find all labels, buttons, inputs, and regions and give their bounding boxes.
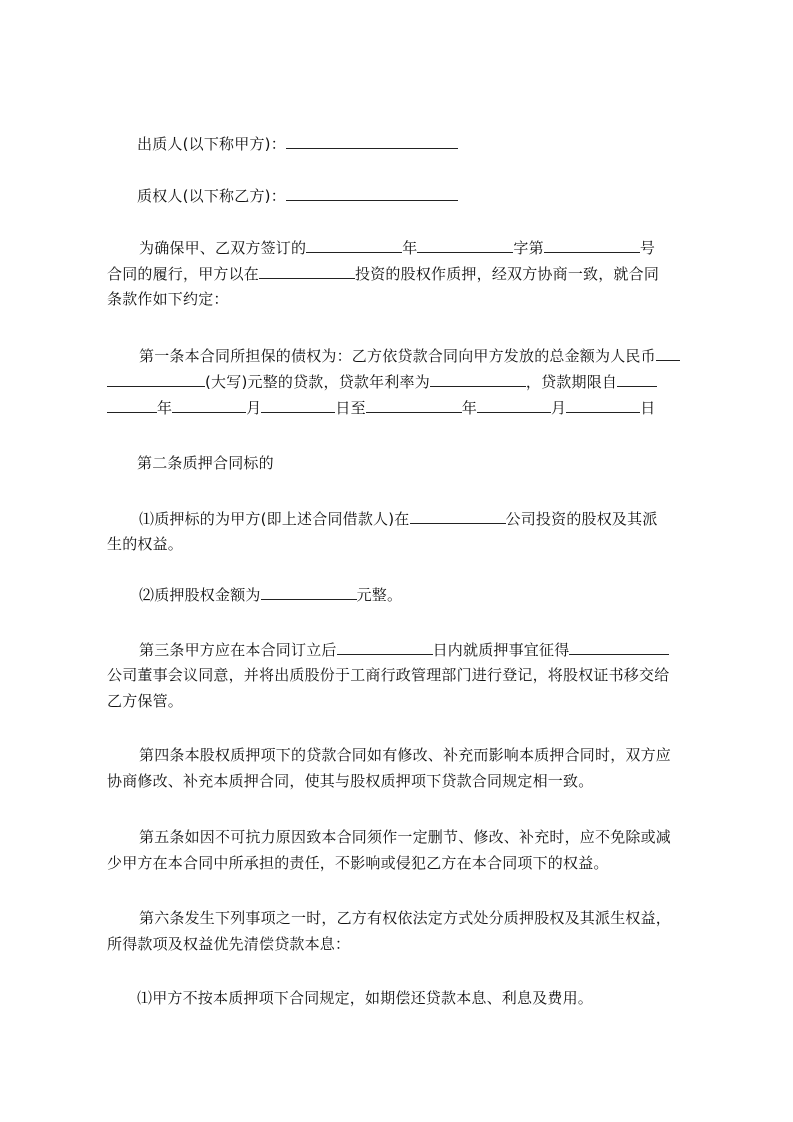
pledgor-label: 出质人(以下称甲方)： <box>137 135 286 153</box>
art4-line-1: 第四条本股权质押项下的贷款合同如有修改、补充而影响本质押合同时，双方应 <box>139 746 672 764</box>
art2-2-line-1 <box>139 584 402 605</box>
art1-text: 月 <box>246 399 262 417</box>
intro-text: 年 <box>402 239 418 257</box>
art2-text: ⑵质押股权金额为 <box>139 586 261 604</box>
blank <box>617 371 657 387</box>
art1-line-2 <box>107 371 657 392</box>
intro-line-1 <box>139 237 655 258</box>
blank <box>566 397 640 413</box>
art1-text: (大写)元整的贷款，贷款年利率为 <box>205 373 430 391</box>
art2-title: 第二条质押合同标的 <box>137 454 274 472</box>
art6-line-1: 第六条发生下列事项之一时，乙方有权依法定方式处分质押股权及其派生权益， <box>139 909 672 927</box>
art2-1-line-2: 生的权益。 <box>107 535 184 553</box>
art6-1-line: ⑴甲方不按本质押项下合同规定，如期偿还贷款本息、利息及费用。 <box>137 989 594 1007</box>
art3-text: 日内就质押事宜征得 <box>432 641 570 659</box>
art2-text: 公司投资的股权及其派 <box>505 510 658 528</box>
art2-text: 元整。 <box>356 586 403 604</box>
art1-line-1 <box>139 345 680 366</box>
art3-line-2: 公司董事会议同意，并将出质股份于工商行政管理部门进行登记，将股权证书移交给 <box>107 666 670 684</box>
blank <box>417 237 513 253</box>
art1-text: 年 <box>461 399 478 417</box>
art1-text: 日至 <box>335 399 366 417</box>
blank <box>107 371 205 387</box>
intro-line-2 <box>107 263 659 284</box>
intro-text: 字第 <box>513 239 544 257</box>
art1-text: 月 <box>551 399 567 417</box>
art1-text: 日 <box>640 399 656 417</box>
pledgor-blank <box>286 133 458 149</box>
art1-text: 年 <box>157 399 173 417</box>
blank <box>569 639 669 655</box>
art2-1-line-1 <box>139 508 658 529</box>
pledgor-line <box>137 133 458 154</box>
blank <box>477 397 551 413</box>
pledgee-blank <box>286 185 458 201</box>
blank <box>410 508 506 524</box>
art5-line-1: 第五条如因不可抗力原因致本合同须作一定删节、修改、补充时，应不免除或减 <box>139 828 672 846</box>
art1-text: ，贷款期限自 <box>525 373 618 391</box>
blank <box>172 397 246 413</box>
intro-text: 投资的股权作质押，经双方协商一致，就合同 <box>355 265 660 283</box>
blank <box>366 397 462 413</box>
blank <box>261 584 357 600</box>
art3-line-3: 乙方保管。 <box>107 692 184 710</box>
blank <box>261 397 335 413</box>
intro-text: 合同的履行，甲方以在 <box>107 265 260 283</box>
art6-line-2: 所得款项及权益优先清偿贷款本息： <box>107 935 351 953</box>
intro-text: 为确保甲、乙双方签订的 <box>139 239 307 257</box>
pledgee-line <box>137 185 458 206</box>
pledgee-label: 质权人(以下称乙方)： <box>137 187 286 205</box>
blank <box>337 639 433 655</box>
art2-text: ⑴质押标的为甲方(即上述合同借款人)在 <box>139 510 410 528</box>
blank <box>306 237 402 253</box>
art3-line-1 <box>139 639 669 660</box>
blank <box>656 345 680 361</box>
art5-line-2: 少甲方在本合同中所承担的责任，不影响或侵犯乙方在本合同项下的权益。 <box>107 854 609 872</box>
intro-text: 号 <box>639 239 656 257</box>
blank <box>259 263 355 279</box>
art1-text: 第一条本合同所担保的债权为：乙方依贷款合同向甲方发放的总金额为人民币 <box>139 347 656 365</box>
art1-line-3 <box>107 397 655 418</box>
art4-line-2: 协商修改、补充本质押合同，使其与股权质押项下贷款合同规定相一致。 <box>107 772 594 790</box>
blank <box>107 397 157 413</box>
blank <box>430 371 526 387</box>
intro-line-3: 条款作如下约定： <box>107 290 229 308</box>
art3-text: 第三条甲方应在本合同订立后 <box>139 641 337 659</box>
blank <box>544 237 640 253</box>
